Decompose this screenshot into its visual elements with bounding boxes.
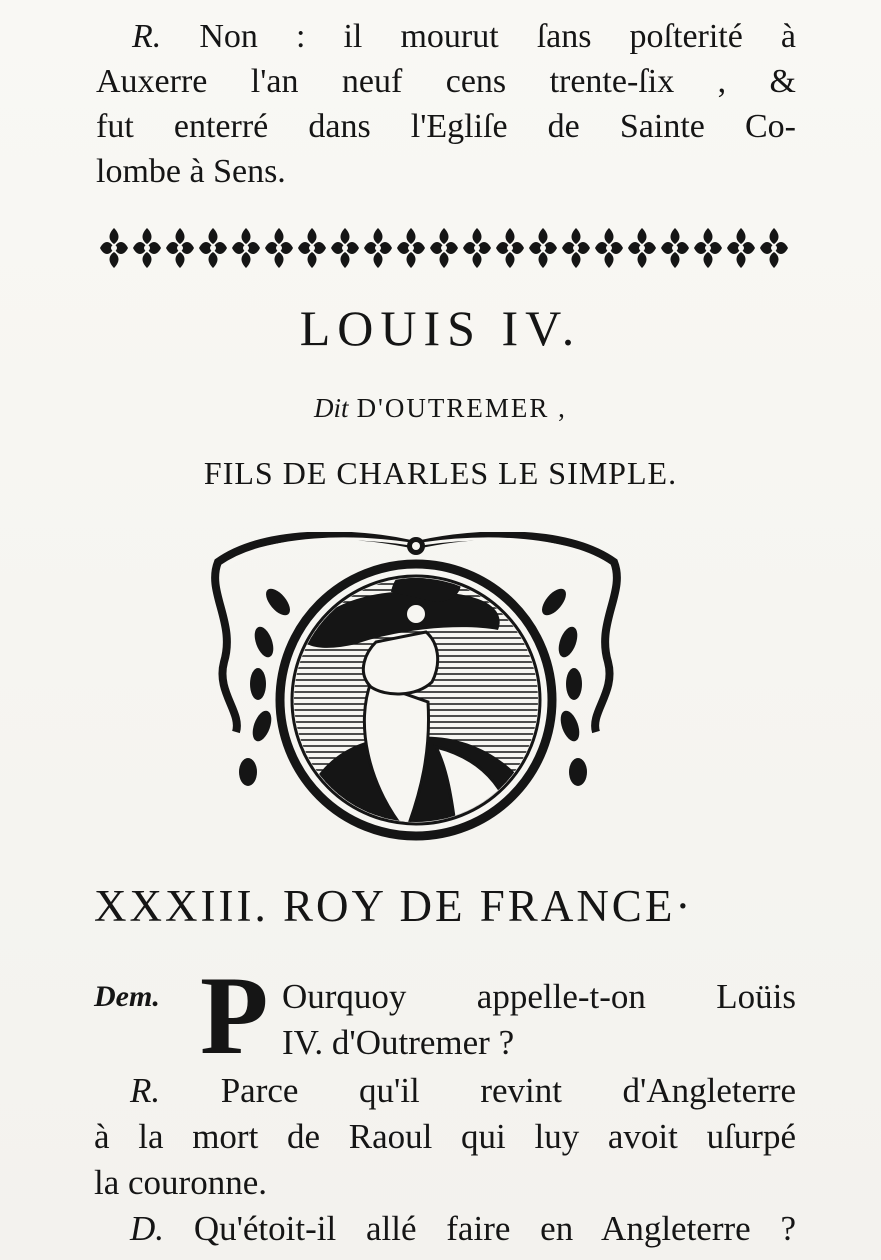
answer-line-3: la couronne. bbox=[94, 1163, 267, 1202]
answer-label: R. bbox=[130, 1071, 161, 1110]
answer-line-1: R. Parce qu'il revint d'Angleterre bbox=[130, 1071, 797, 1110]
epithet: D'OUTREMER , bbox=[356, 393, 567, 423]
epithet-line bbox=[0, 393, 881, 424]
medallion-portrait-icon bbox=[206, 532, 626, 842]
question-line-2: IV. d'Outremer ? bbox=[282, 1023, 515, 1062]
drop-cap: P bbox=[200, 954, 269, 1078]
question-line-1: Ourquoy appelle-t-on Loüis bbox=[282, 977, 796, 1016]
fleuron-border-icon bbox=[98, 224, 796, 272]
dem-label: Dem. bbox=[94, 980, 160, 1013]
dit-label: Dit bbox=[314, 393, 349, 423]
top-line-3: fut enterré dans l'Egliſe de Sainte Co- bbox=[96, 108, 796, 145]
answer-line-2: à la mort de Raoul qui luy avoit uſurpé bbox=[94, 1117, 796, 1156]
answer-label: R. bbox=[132, 18, 162, 55]
top-line-2: Auxerre l'an neuf cens trente-ſix , & bbox=[96, 63, 796, 100]
top-line-4: lombe à Sens. bbox=[96, 153, 286, 190]
top-paragraph bbox=[96, 14, 796, 194]
answer-block bbox=[94, 1068, 796, 1252]
next-question-line: D. Qu'étoit-il allé faire en Angleterre ? bbox=[130, 1209, 796, 1248]
rank-heading: XXXIII. ROY DE FRANCE· bbox=[94, 881, 694, 931]
lineage-line: FILS DE CHARLES LE SIMPLE. bbox=[203, 455, 678, 491]
question-label: D. bbox=[130, 1209, 165, 1248]
top-line-1: R. Non : il mourut ſans poſterité à bbox=[132, 18, 797, 55]
page-title: LOUIS IV. bbox=[299, 300, 582, 356]
